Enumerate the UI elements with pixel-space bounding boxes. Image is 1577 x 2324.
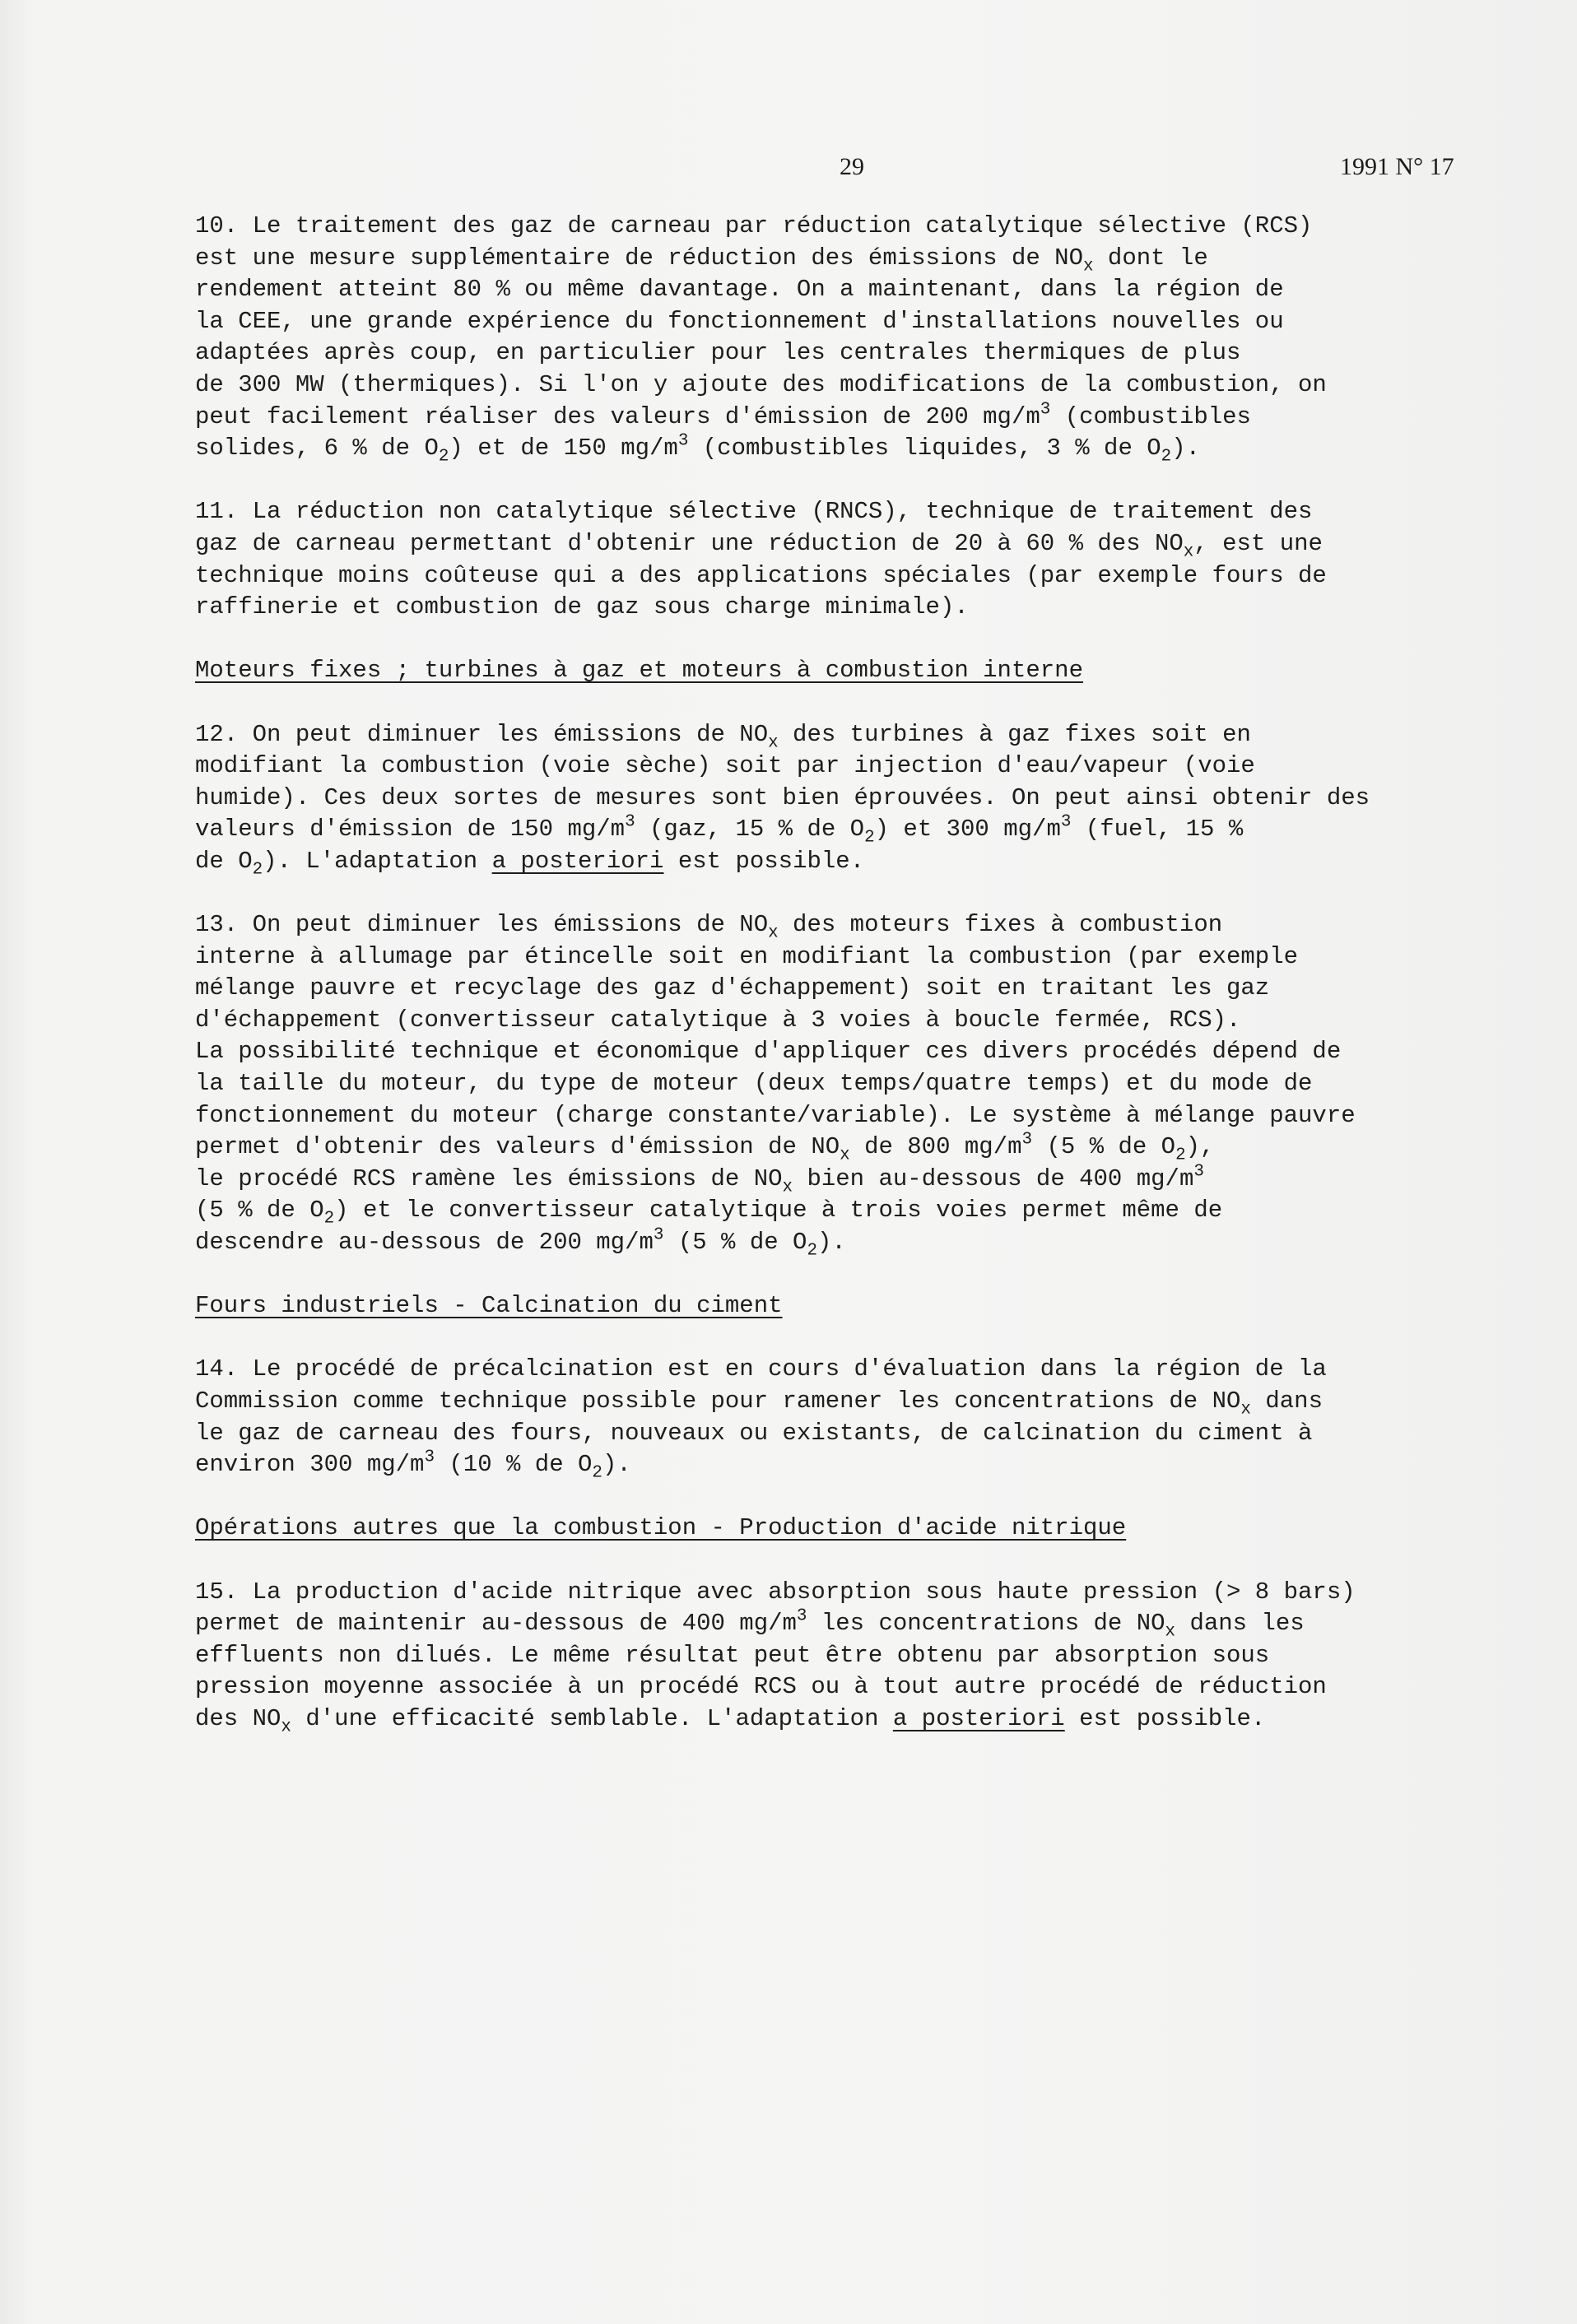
text-line: de $O_2$). L'adaptation a posteriori est possible. — [195, 847, 865, 880]
text-line: la taille du moteur, du type de moteur (deux temps/quatre temps) et du mode de — [195, 1070, 1313, 1098]
text-line: la CEE, une grande expérience du fonctionnement d'installations nouvelles ou — [195, 307, 1284, 335]
text-line: 14. Le procédé de précalcination est en cours d'évaluation dans la région de la — [195, 1355, 1327, 1383]
text-line: effluents non dilués. Le même résultat peut être obtenu par absorption sous — [195, 1641, 1270, 1669]
text-line: (5 % de $O_2$) et le convertisseur catalytique à trois voies permet même de — [195, 1197, 1223, 1229]
text-line: gaz de carneau permettant d'obtenir une réduction de 20 à 60 % des $NO_x$, est une — [195, 529, 1323, 562]
text-line: adaptées après coup, en particulier pour les centrales thermiques de plus — [195, 339, 1241, 367]
paragraph-15 — [195, 1577, 1512, 1736]
text-line: valeurs d'émission de 150 $mg/m^3$ (gaz, 15 % de $O_2$) et 300 $mg/m^3$ (fuel, 15 % — [195, 812, 1244, 848]
page-header — [0, 153, 1577, 186]
paragraph-11 — [195, 496, 1512, 623]
text-line: des $NO_x$ d'une efficacité semblable. L'adaptation a posteriori est possible. — [195, 1704, 1266, 1737]
section-heading-nitric-acid: Opérations autres que la combustion - Production d'acide nitrique — [195, 1514, 1127, 1542]
page-number: 29 — [840, 153, 864, 180]
text-line: interne à allumage par étincelle soit en modifiant la combustion (par exemple — [195, 942, 1299, 970]
document-body — [195, 211, 1512, 1736]
text-line: modifiant la combustion (voie sèche) soit par injection d'eau/vapeur (voie — [195, 752, 1255, 780]
text-line: est une mesure supplémentaire de réduction des émissions de $NO_x$ dont le — [195, 244, 1208, 276]
text-line: pression moyenne associée à un procédé RCS ou à tout autre procédé de réduction — [195, 1673, 1327, 1701]
paragraph-14 — [195, 1354, 1512, 1483]
text-line: raffinerie et combustion de gaz sous charge minimale). — [195, 593, 969, 621]
section-heading-engines: Moteurs fixes ; turbines à gaz et moteurs à combustion interne — [195, 657, 1083, 685]
text-line: 10. Le traitement des gaz de carneau par réduction catalytique sélective (RCS) — [195, 212, 1313, 239]
text-line: rendement atteint 80 % ou même davantage. On a maintenant, dans la région de — [195, 276, 1284, 304]
text-line: 15. La production d'acide nitrique avec absorption sous haute pression (> 8 bars) — [195, 1578, 1356, 1606]
text-line: fonctionnement du moteur (charge constante/variable). Le système à mélange pauvre — [195, 1101, 1356, 1129]
text-line: Commission comme technique possible pour ramener les concentrations de $NO_x$ dans — [195, 1387, 1323, 1420]
text-line: humide). Ces deux sortes de mesures sont bien éprouvées. On peut ainsi obtenir des — [195, 783, 1370, 811]
section-heading-furnaces: Fours industriels - Calcination du ciment — [195, 1292, 783, 1320]
paragraph-12 — [195, 719, 1512, 878]
text-line: environ 300 $mg/m^3$ (10 % de $O_2$). — [195, 1448, 631, 1483]
text-line: 13. On peut diminuer les émissions de $NO_x$ des moteurs fixes à combustion — [195, 911, 1223, 943]
text-line: peut facilement réaliser des valeurs d'émission de 200 $mg/m^3$ (combustibles — [195, 400, 1251, 430]
paragraph-10 — [195, 211, 1512, 465]
text-line: d'échappement (convertisseur catalytique à 3 voies à boucle fermée, RCS). — [195, 1006, 1241, 1034]
text-line: permet de maintenir au-dessous de 400 $mg/m^3$ les concentrations de $NO_x$ dans les — [195, 1606, 1305, 1642]
text-line: solides, 6 % de $O_2$) et de 150 $mg/m^3$ (combustibles liquides, 3 % de $O_2$). — [195, 431, 1201, 467]
text-line: le gaz de carneau des fours, nouveaux ou existants, de calcination du ciment à — [195, 1419, 1313, 1447]
text-line: mélange pauvre et recyclage des gaz d'échappement) soit en traitant les gaz — [195, 974, 1270, 1002]
text-line: 12. On peut diminuer les émissions de $NO_x$ des turbines à gaz fixes soit en — [195, 720, 1251, 752]
text-line: descendre au-dessous de 200 $mg/m^3$ (5 % de $O_2$). — [195, 1225, 846, 1261]
paragraph-13 — [195, 909, 1512, 1259]
text-line: permet d'obtenir des valeurs d'émission de $NO_x$ de 800 $mg/m^3$ (5 % de $O_2$), — [195, 1130, 1215, 1165]
issue-number: 1991 N° 17 — [1340, 153, 1454, 180]
text-line: technique moins coûteuse qui a des applications spéciales (par exemple fours de — [195, 561, 1327, 589]
text-line: le procédé RCS ramène les émissions de $NO_x$ bien au-dessous de 400 $mg/m^3$ — [195, 1162, 1204, 1197]
text-line: de 300 MW (thermiques). Si l'on y ajoute des modifications de la combustion, on — [195, 370, 1327, 398]
text-line: 11. La réduction non catalytique sélective (RNCS), technique de traitement des — [195, 498, 1313, 526]
text-line: La possibilité technique et économique d'appliquer ces divers procédés dépend de — [195, 1038, 1342, 1066]
